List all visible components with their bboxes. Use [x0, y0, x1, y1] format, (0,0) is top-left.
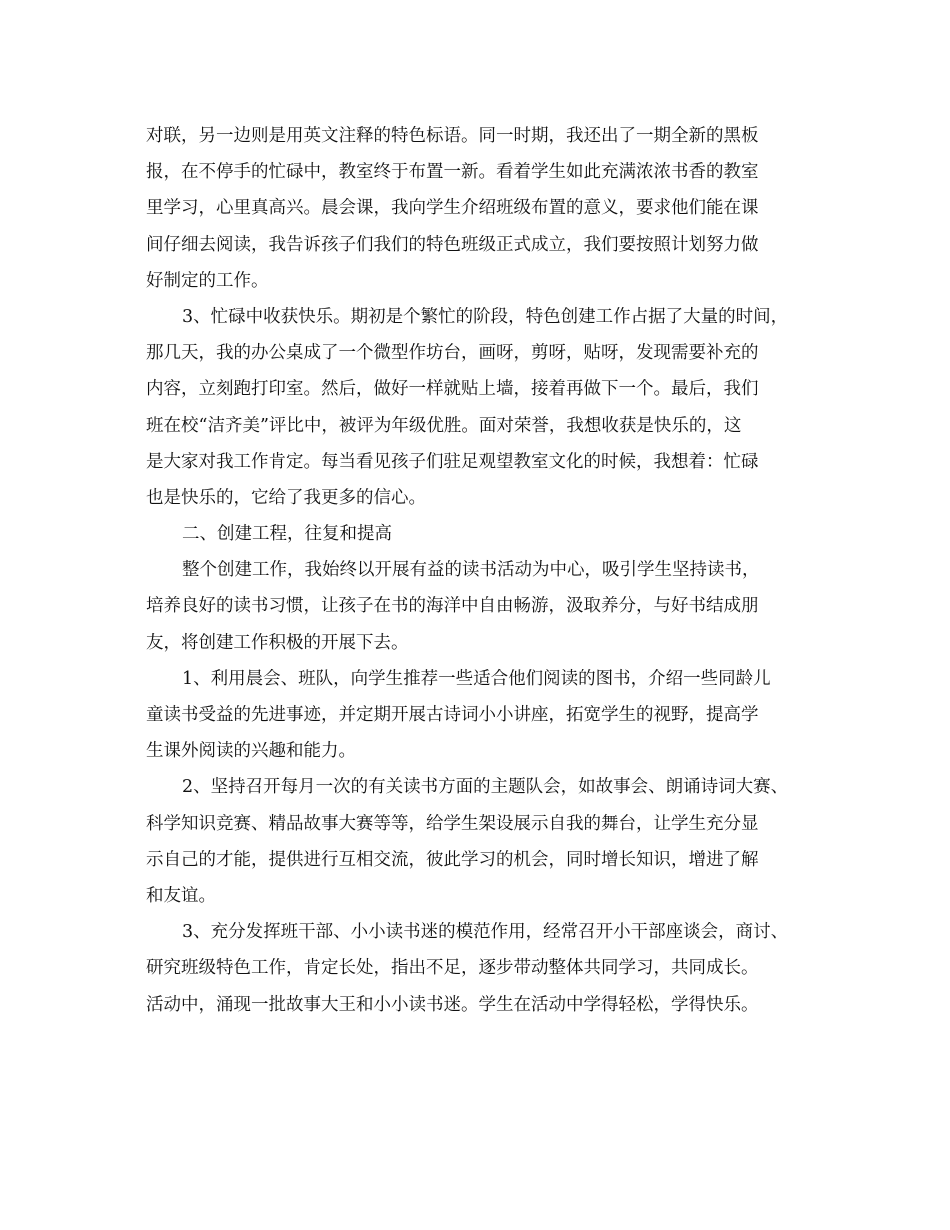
text-line: 内容，立刻跑打印室。然后，做好一样就贴上墙，接着再做下一个。最后，我们	[146, 379, 759, 400]
text-line: 示自己的才能，提供进行互相交流，彼此学习的机会，同时增长知识，增进了解	[146, 849, 759, 870]
text-line: 是大家对我工作肯定。每当看见孩子们驻足观望教室文化的时候，我想着：忙碌	[146, 451, 759, 472]
text-line: 童读书受益的先进事迹，并定期开展古诗词小小讲座，拓宽学生的视野，提高学	[146, 705, 759, 725]
text-line: 对联，另一边则是用英文注释的特色标语。同一时期，我还出了一期全新的黑板	[146, 126, 759, 146]
paragraph-start-line: 整个创建工作，我始终以开展有益的读书活动为中心，吸引学生坚持读书，	[182, 560, 760, 581]
text-line: 培养良好的读书习惯，让孩子在书的海洋中自由畅游，汲取养分，与好书结成朋	[146, 596, 759, 617]
text-line: 和友谊。	[146, 885, 216, 906]
text-line: 研究班级特色工作，肯定长处，指出不足，逐步带动整体共同学习，共同成长。	[146, 958, 759, 979]
section-heading: 二、创建工程，往复和提高	[182, 524, 392, 545]
text-line: 好制定的工作。	[146, 270, 269, 291]
text-line: 活动中，涌现一批故事大王和小小读书迷。学生在活动中学得轻松，学得快乐。	[146, 994, 759, 1015]
text-line: 也是快乐的，它给了我更多的信心。	[146, 487, 426, 508]
text-line: 友，将创建工作积极的开展下去。	[146, 632, 409, 653]
text-line: 科学知识竞赛、精品故事大赛等等，给学生架设展示自我的舞台，让学生充分显	[146, 813, 759, 834]
document-body	[146, 118, 816, 1023]
text-line: 报，在不停手的忙碌中，教室终于布置一新。看着学生如此充满浓浓书香的教室	[146, 162, 759, 183]
text-line: 班在校“洁齐美”评比中，被评为年级优胜。面对荣誉，我想收获是快乐的，这	[146, 415, 742, 436]
text-line: 间仔细去阅读，我告诉孩子们我们的特色班级正式成立，我们要按照计划努力做	[146, 234, 759, 255]
text-line: 那几天，我的办公桌成了一个微型作坊台，画呀，剪呀，贴呀，发现需要补充的	[146, 343, 759, 364]
paragraph-start-line: 3、忙碌中收获快乐。期初是个繁忙的阶段，特色创建工作占据了大量的时间，	[182, 306, 789, 327]
text-line: 生课外阅读的兴趣和能力。	[146, 741, 356, 762]
paragraph-start-line: 3、充分发挥班干部、小小读书迷的模范作用，经常召开小干部座谈会，商讨、	[182, 922, 789, 943]
text-line: 里学习，心里真高兴。晨会课，我向学生介绍班级布置的意义，要求他们能在课	[146, 198, 759, 219]
paragraph-start-line: 2、坚持召开每月一次的有关读书方面的主题队会，如故事会、朗诵诗词大赛、	[182, 777, 789, 798]
paragraph-start-line: 1、利用晨会、班队，向学生推荐一些适合他们阅读的图书，介绍一些同龄儿	[182, 668, 771, 689]
